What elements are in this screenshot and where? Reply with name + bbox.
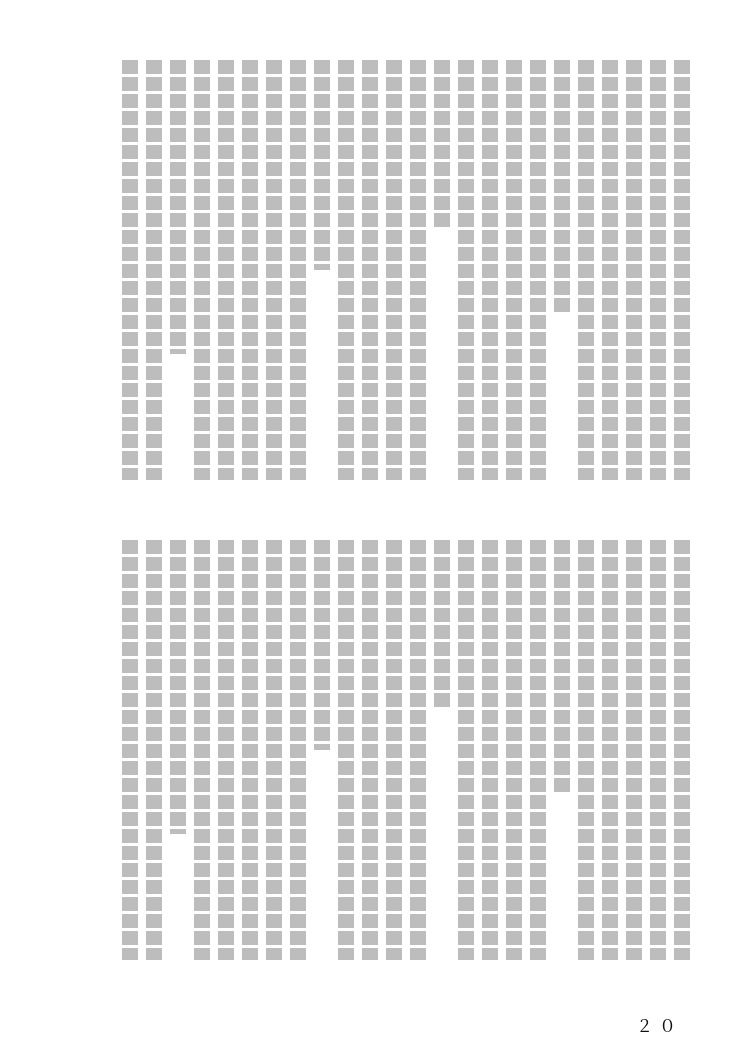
text-column-placeholder: [506, 60, 522, 480]
text-column-placeholder: [578, 60, 594, 480]
text-column-placeholder: [362, 60, 378, 480]
text-column-placeholder: [338, 60, 354, 480]
text-column-placeholder: [434, 60, 450, 228]
text-column-placeholder: [458, 60, 474, 480]
text-column-placeholder: [290, 60, 306, 480]
lower-text-block-redacted: [90, 540, 690, 960]
text-column-placeholder: [314, 540, 330, 750]
text-column-placeholder: [458, 540, 474, 960]
text-column-placeholder: [650, 540, 666, 960]
text-column-placeholder: [602, 540, 618, 960]
text-column-placeholder: [482, 540, 498, 960]
text-column-placeholder: [242, 60, 258, 480]
text-column-placeholder: [386, 540, 402, 960]
text-column-placeholder: [146, 540, 162, 960]
text-column-placeholder: [218, 540, 234, 960]
text-column-placeholder: [626, 540, 642, 960]
text-column-placeholder: [170, 540, 186, 834]
text-column-placeholder: [266, 540, 282, 960]
text-column-placeholder: [410, 60, 426, 480]
text-column-placeholder: [314, 60, 330, 270]
page-number: ２０: [636, 1017, 682, 1037]
text-column-placeholder: [146, 60, 162, 480]
text-column-placeholder: [410, 540, 426, 960]
text-column-placeholder: [434, 540, 450, 708]
text-column-placeholder: [602, 60, 618, 480]
text-column-placeholder: [554, 60, 570, 312]
text-column-placeholder: [122, 60, 138, 480]
text-column-placeholder: [578, 540, 594, 960]
text-column-placeholder: [194, 540, 210, 960]
text-column-placeholder: [218, 60, 234, 480]
text-column-placeholder: [194, 60, 210, 480]
text-column-placeholder: [674, 60, 690, 480]
text-column-placeholder: [530, 60, 546, 480]
text-column-placeholder: [554, 540, 570, 792]
text-column-placeholder: [122, 540, 138, 960]
text-column-placeholder: [266, 60, 282, 480]
text-column-placeholder: [482, 60, 498, 480]
text-column-placeholder: [362, 540, 378, 960]
text-column-placeholder: [386, 60, 402, 480]
text-column-placeholder: [626, 60, 642, 480]
text-column-placeholder: [290, 540, 306, 960]
text-column-placeholder: [170, 60, 186, 354]
text-column-placeholder: [506, 540, 522, 960]
text-column-placeholder: [674, 540, 690, 960]
text-column-placeholder: [338, 540, 354, 960]
text-column-placeholder: [650, 60, 666, 480]
text-column-placeholder: [242, 540, 258, 960]
upper-text-block-redacted: [90, 60, 690, 480]
text-column-placeholder: [530, 540, 546, 960]
